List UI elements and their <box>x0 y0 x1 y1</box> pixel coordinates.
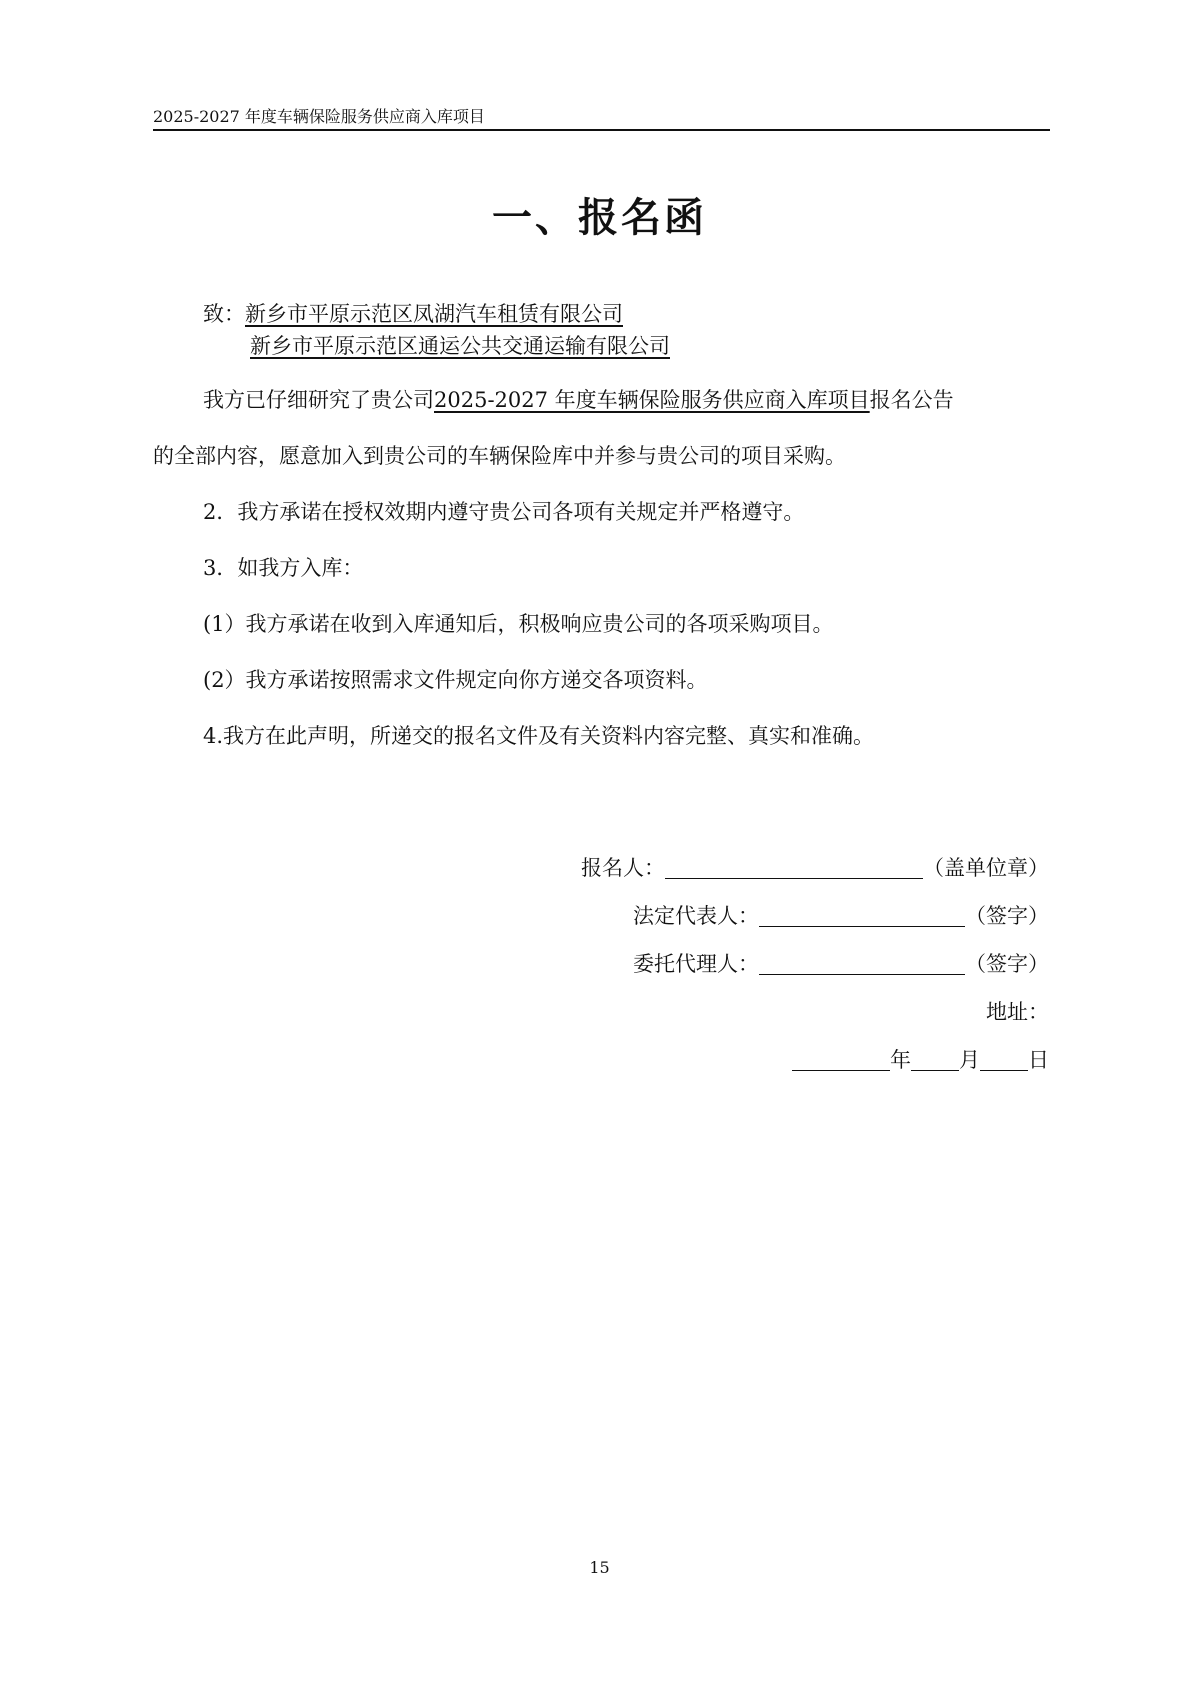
paragraph-1-start: 我方已仔细研究了贵公司 <box>203 388 434 412</box>
recipient-2: 新乡市平原示范区通运公共交通运输有限公司 <box>250 334 670 358</box>
year-label: 年 <box>890 1048 911 1072</box>
paragraph-3-item-1: (1）我方承诺在收到入库通知后，积极响应贵公司的各项采购项目。 <box>203 612 834 636</box>
legal-rep-blank <box>759 906 965 927</box>
agent-note: （签字） <box>965 952 1049 976</box>
recipient-1: 新乡市平原示范区凤湖汽车租赁有限公司 <box>245 302 623 326</box>
addressee-prefix: 致： <box>203 302 245 326</box>
agent-label: 委托代理人： <box>633 952 759 976</box>
applicant-blank <box>665 858 923 879</box>
running-title: 2025-2027 年度车辆保险服务供应商入库项目 <box>153 107 485 126</box>
page-number: 15 <box>589 1558 610 1577</box>
addressee-line-2 <box>250 330 670 360</box>
applicant-label: 报名人： <box>581 856 665 880</box>
project-name: 2025-2027 年度车辆保险服务供应商入库项目 <box>434 388 870 412</box>
paragraph-1-line-1 <box>203 384 954 414</box>
applicant-note: （盖单位章） <box>923 856 1049 880</box>
day-label: 日 <box>1028 1048 1049 1072</box>
date-line <box>792 1044 1049 1074</box>
header-rule <box>153 129 1050 131</box>
addressee-line-1 <box>203 298 623 328</box>
month-label: 月 <box>959 1048 980 1072</box>
agent-line <box>633 948 1049 978</box>
applicant-line <box>581 852 1049 882</box>
month-blank <box>911 1050 959 1071</box>
year-blank <box>792 1050 890 1071</box>
legal-rep-note: （签字） <box>965 904 1049 928</box>
document-title: 一、报名函 <box>492 194 707 241</box>
paragraph-3: 3．如我方入库： <box>203 556 364 580</box>
paragraph-4: 4.我方在此声明，所递交的报名文件及有关资料内容完整、真实和准确。 <box>203 724 875 748</box>
address-label: 地址： <box>986 1000 1049 1024</box>
paragraph-1-line-2: 的全部内容，愿意加入到贵公司的车辆保险库中并参与贵公司的项目采购。 <box>153 444 846 468</box>
agent-blank <box>759 954 965 975</box>
address-line <box>986 996 1049 1026</box>
legal-rep-line <box>633 900 1049 930</box>
legal-rep-label: 法定代表人： <box>633 904 759 928</box>
day-blank <box>980 1050 1028 1071</box>
paragraph-1-end: 报名公告 <box>869 388 954 412</box>
paragraph-2: 2．我方承诺在授权效期内遵守贵公司各项有关规定并严格遵守。 <box>203 500 805 524</box>
paragraph-3-item-2: (2）我方承诺按照需求文件规定向你方递交各项资料。 <box>203 668 708 692</box>
